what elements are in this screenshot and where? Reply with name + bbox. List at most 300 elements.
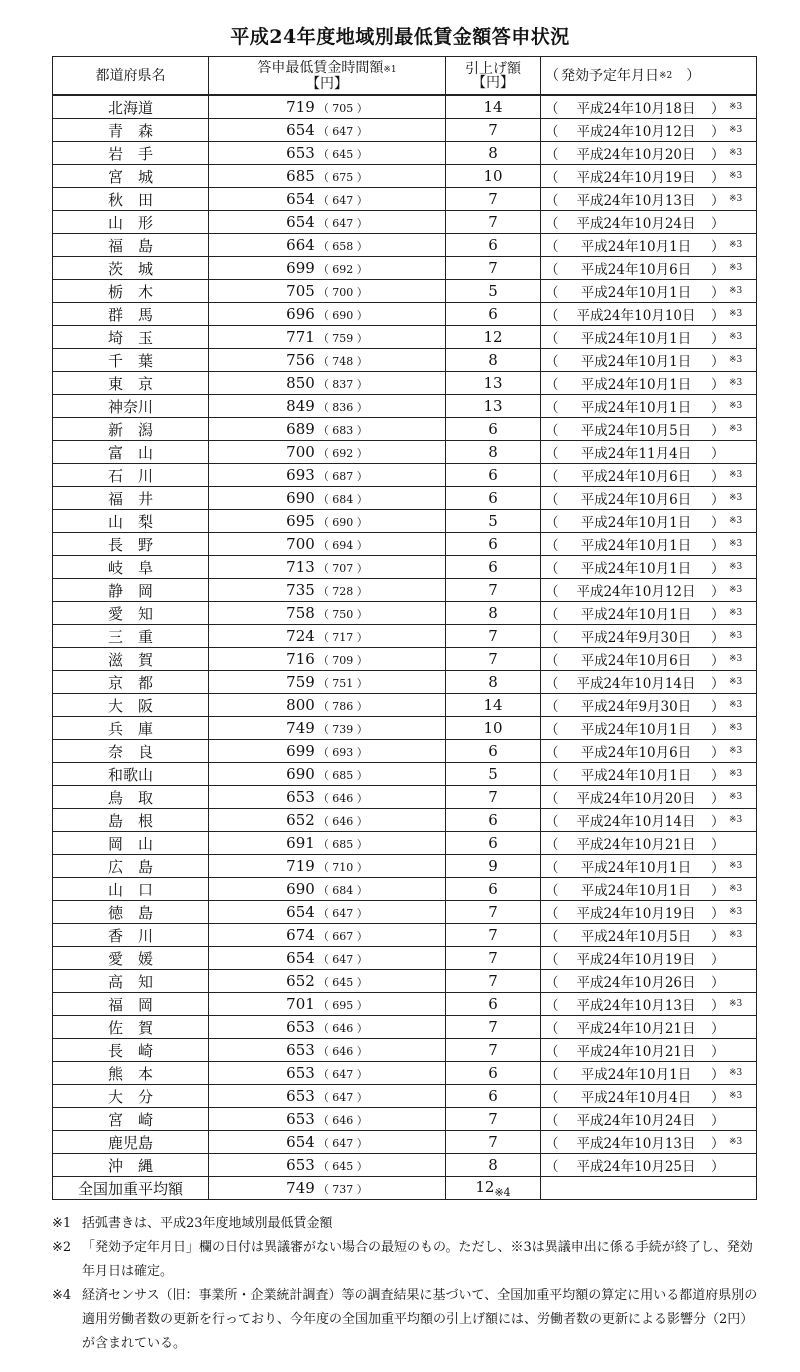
prefecture-name: 茨 城 (53, 257, 209, 280)
table-row (53, 165, 757, 188)
table-row (53, 832, 757, 855)
date-paren-right: ） (711, 1090, 725, 1106)
wage-cell (209, 464, 446, 487)
date-paren-right: ） (711, 262, 725, 278)
prev-wage-value: （ 693 ） (317, 746, 368, 759)
table-row (53, 694, 757, 717)
wage-cell (209, 119, 446, 142)
prefecture-name: 沖 縄 (53, 1154, 209, 1177)
footnote-mark: ※2 (52, 1240, 72, 1255)
date-paren-left: （ (545, 1136, 559, 1152)
date-paren-left: （ (545, 170, 559, 186)
prefecture-name: 大 分 (53, 1085, 209, 1108)
note-mark: ※3 (729, 930, 743, 940)
increase-value: 14 (446, 694, 541, 717)
effective-date: 平成24年9月30日 (580, 699, 692, 715)
wage-value: 690 (286, 880, 315, 898)
table-row (53, 533, 757, 556)
wage-cell (209, 1039, 446, 1062)
wage-cell (209, 395, 446, 418)
increase-value: 7 (446, 625, 541, 648)
date-cell (541, 832, 757, 855)
date-paren-left: （ (545, 354, 559, 370)
prev-wage-value: （ 645 ） (317, 976, 368, 989)
effective-date: 平成24年10月19日 (576, 952, 696, 968)
table-row (53, 395, 757, 418)
prev-wage-value: （ 705 ） (317, 102, 368, 115)
date-paren-right: ） (711, 561, 725, 577)
prev-wage-value: （ 675 ） (317, 171, 368, 184)
prefecture-name: 和歌山 (53, 763, 209, 786)
prev-wage-value: （ 687 ） (317, 470, 368, 483)
date-paren-right: ） (711, 469, 725, 485)
prefecture-name: 京 都 (53, 671, 209, 694)
increase-value: 7 (446, 1016, 541, 1039)
prev-wage-value: （ 685 ） (317, 769, 368, 782)
increase-value: 12 (446, 326, 541, 349)
note-mark: ※3 (729, 861, 743, 871)
table-row (53, 855, 757, 878)
date-paren-left: （ (545, 722, 559, 738)
increase-value: 7 (446, 648, 541, 671)
table-row (53, 326, 757, 349)
prev-wage-value: （ 646 ） (317, 1022, 368, 1035)
prefecture-name: 東 京 (53, 372, 209, 395)
wage-value: 756 (286, 351, 315, 369)
prev-wage-value: （ 646 ） (317, 792, 368, 805)
note-mark: ※3 (729, 102, 743, 112)
effective-date: 平成24年10月21日 (576, 1021, 696, 1037)
date-paren-left: （ (545, 492, 559, 508)
header-increase-label: 引上げ額 (465, 60, 521, 77)
wage-value: 693 (286, 466, 315, 484)
prefecture-name: 岡 山 (53, 832, 209, 855)
prefecture-name: 広 島 (53, 855, 209, 878)
date-paren-left: （ (545, 193, 559, 209)
date-paren-left: （ (545, 998, 559, 1014)
date-paren-left: （ (545, 216, 559, 232)
wage-value: 653 (286, 1041, 315, 1059)
table-row (53, 1039, 757, 1062)
wage-value: 654 (286, 190, 315, 208)
table-row (53, 441, 757, 464)
table-row (53, 487, 757, 510)
wage-value: 849 (286, 397, 315, 415)
table-row (53, 1062, 757, 1085)
prev-wage-value: （ 658 ） (317, 240, 368, 253)
effective-date: 平成24年10月1日 (580, 239, 692, 255)
date-paren-right: ） (711, 239, 725, 255)
header-date-paren-right: ） (686, 67, 701, 84)
wage-cell (209, 809, 446, 832)
wage-cell (209, 970, 446, 993)
prefecture-name: 北海道 (53, 95, 209, 119)
date-cell (541, 95, 757, 119)
prefecture-name: 兵 庫 (53, 717, 209, 740)
date-paren-right: ） (711, 1159, 725, 1175)
prev-wage-value: （ 751 ） (317, 677, 368, 690)
note-mark: ※3 (729, 263, 743, 273)
date-paren-left: （ (545, 1090, 559, 1106)
prev-wage-value: （ 683 ） (317, 424, 368, 437)
date-paren-right: ） (711, 584, 725, 600)
increase-value: 7 (446, 1039, 541, 1062)
wage-value: 724 (286, 627, 315, 645)
prefecture-name: 宮 崎 (53, 1108, 209, 1131)
effective-date: 平成24年10月13日 (576, 998, 696, 1014)
table-row (53, 556, 757, 579)
wage-value: 654 (286, 949, 315, 967)
increase-value: 8 (446, 671, 541, 694)
header-date-mark: ※2 (659, 70, 673, 81)
increase-value: 8 (446, 1154, 541, 1177)
footnotes (52, 1212, 762, 1356)
prefecture-name: 青 森 (53, 119, 209, 142)
increase-value: 7 (446, 211, 541, 234)
note-mark: ※3 (729, 493, 743, 503)
wage-value: 689 (286, 420, 315, 438)
date-cell (541, 211, 757, 234)
date-paren-right: ） (711, 722, 725, 738)
table-row (53, 786, 757, 809)
wage-cell (209, 855, 446, 878)
date-cell (541, 671, 757, 694)
prev-wage-value: （ 690 ） (317, 516, 368, 529)
average-increase-mark: ※4 (494, 1185, 511, 1199)
table-row (53, 947, 757, 970)
effective-date: 平成24年10月1日 (580, 331, 692, 347)
table-row (53, 671, 757, 694)
prev-wage-value: （ 646 ） (317, 1114, 368, 1127)
wage-value: 699 (286, 742, 315, 760)
table-row (53, 1131, 757, 1154)
prev-wage-value: （ 694 ） (317, 539, 368, 552)
prev-wage-value: （ 717 ） (317, 631, 368, 644)
date-paren-right: ） (711, 147, 725, 163)
effective-date: 平成24年10月21日 (576, 837, 696, 853)
prefecture-name: 岐 阜 (53, 556, 209, 579)
wage-cell (209, 211, 446, 234)
table-row (53, 878, 757, 901)
date-cell (541, 533, 757, 556)
prefecture-name: 山 形 (53, 211, 209, 234)
date-cell (541, 809, 757, 832)
date-cell (541, 1016, 757, 1039)
table-row (53, 95, 757, 119)
prefecture-name: 石 川 (53, 464, 209, 487)
prev-wage-value: （ 647 ） (317, 194, 368, 207)
average-increase: 12 (475, 1177, 495, 1196)
date-paren-left: （ (545, 745, 559, 761)
date-paren-right: ） (711, 354, 725, 370)
increase-value: 6 (446, 740, 541, 763)
date-paren-left: （ (545, 538, 559, 554)
effective-date: 平成24年11月4日 (580, 446, 692, 462)
note-mark: ※3 (729, 815, 743, 825)
prev-wage-value: （ 748 ） (317, 355, 368, 368)
date-cell (541, 165, 757, 188)
date-cell (541, 740, 757, 763)
date-paren-left: （ (545, 975, 559, 991)
effective-date: 平成24年10月6日 (580, 469, 692, 485)
date-paren-left: （ (545, 607, 559, 623)
date-cell (541, 349, 757, 372)
increase-value: 8 (446, 441, 541, 464)
date-cell (541, 993, 757, 1016)
wage-value: 701 (286, 995, 315, 1013)
prefecture-name: 山 口 (53, 878, 209, 901)
date-paren-right: ） (711, 814, 725, 830)
effective-date: 平成24年10月1日 (580, 515, 692, 531)
date-paren-right: ） (711, 515, 725, 531)
date-paren-right: ） (711, 745, 725, 761)
prev-wage-value: （ 690 ） (317, 309, 368, 322)
footnote-text: 経済センサス（旧：事業所・企業統計調査）等の調査結果に基づいて、全国加重平均額の算定に用いる都道府県別の適用労働者数の更新を行っており、今年度の全国加重平均額の引上げ額には、労働者数の更新による影響分（2円）が含まれている。 (82, 1288, 758, 1351)
date-paren-right: ） (711, 308, 725, 324)
prev-wage-value: （ 684 ） (317, 493, 368, 506)
header-wage (209, 57, 446, 96)
date-paren-right: ） (711, 929, 725, 945)
table-row (53, 280, 757, 303)
average-wage-cell (209, 1177, 446, 1200)
prev-wage-value: （ 684 ） (317, 884, 368, 897)
date-paren-left: （ (545, 308, 559, 324)
wage-value: 719 (286, 857, 315, 875)
effective-date: 平成24年10月1日 (580, 768, 692, 784)
header-effective-date (541, 57, 757, 96)
wage-cell (209, 717, 446, 740)
date-paren-left: （ (545, 147, 559, 163)
date-paren-left: （ (545, 239, 559, 255)
increase-value: 6 (446, 487, 541, 510)
increase-value: 6 (446, 303, 541, 326)
date-cell (541, 326, 757, 349)
wage-value: 664 (286, 236, 315, 254)
prefecture-name: 秋 田 (53, 188, 209, 211)
date-paren-left: （ (545, 1159, 559, 1175)
table-row (53, 1154, 757, 1177)
date-paren-left: （ (545, 515, 559, 531)
table-row (53, 211, 757, 234)
increase-value: 6 (446, 1062, 541, 1085)
wage-cell (209, 556, 446, 579)
date-paren-left: （ (545, 1021, 559, 1037)
prefecture-name: 富 山 (53, 441, 209, 464)
prefecture-name: 福 井 (53, 487, 209, 510)
prefecture-name: 栃 木 (53, 280, 209, 303)
date-paren-right: ） (711, 860, 725, 876)
footnote-1 (52, 1212, 762, 1236)
wage-value: 653 (286, 1018, 315, 1036)
prev-wage-value: （ 685 ） (317, 838, 368, 851)
wage-value: 705 (286, 282, 315, 300)
increase-value: 8 (446, 349, 541, 372)
date-cell (541, 901, 757, 924)
prefecture-name: 千 葉 (53, 349, 209, 372)
date-cell (541, 1062, 757, 1085)
prev-wage-value: （ 710 ） (317, 861, 368, 874)
date-cell (541, 395, 757, 418)
prev-wage-value: （ 709 ） (317, 654, 368, 667)
wage-value: 690 (286, 489, 315, 507)
prev-wage-value: （ 692 ） (317, 447, 368, 460)
header-wage-unit: 【円】 (306, 75, 348, 92)
date-paren-right: ） (711, 285, 725, 301)
note-mark: ※3 (729, 746, 743, 756)
increase-value: 6 (446, 993, 541, 1016)
date-cell (541, 878, 757, 901)
header-prefecture: 都道府県名 (53, 57, 209, 96)
date-cell (541, 1039, 757, 1062)
wage-cell (209, 1108, 446, 1131)
wage-value: 653 (286, 144, 315, 162)
effective-date: 平成24年10月1日 (580, 722, 692, 738)
increase-value: 6 (446, 234, 541, 257)
wage-value: 699 (286, 259, 315, 277)
wage-cell (209, 763, 446, 786)
note-mark: ※3 (729, 309, 743, 319)
increase-value: 7 (446, 1131, 541, 1154)
date-cell (541, 510, 757, 533)
note-mark: ※3 (729, 654, 743, 664)
increase-value: 10 (446, 165, 541, 188)
increase-value: 5 (446, 763, 541, 786)
prefecture-name: 香 川 (53, 924, 209, 947)
note-mark: ※3 (729, 125, 743, 135)
table-row (53, 740, 757, 763)
wage-value: 696 (286, 305, 315, 323)
wage-cell (209, 694, 446, 717)
date-paren-left: （ (545, 101, 559, 117)
average-increase-cell (446, 1177, 541, 1200)
wage-value: 653 (286, 1110, 315, 1128)
date-paren-left: （ (545, 814, 559, 830)
note-mark: ※3 (729, 1137, 743, 1147)
prefecture-name: 山 梨 (53, 510, 209, 533)
date-paren-left: （ (545, 423, 559, 439)
prefecture-name: 福 岡 (53, 993, 209, 1016)
increase-value: 7 (446, 1108, 541, 1131)
date-paren-right: ） (711, 837, 725, 853)
date-paren-right: ） (711, 630, 725, 646)
date-cell (541, 694, 757, 717)
date-paren-right: ） (711, 538, 725, 554)
footnote-text: 「発効予定年月日」欄の日付は異議審がない場合の最短のもの。ただし、※3は異議申出に係る手続が終了し、発効年月日は確定。 (82, 1240, 753, 1279)
date-paren-right: ） (711, 607, 725, 623)
date-paren-right: ） (711, 1021, 725, 1037)
prefecture-name: 島 根 (53, 809, 209, 832)
increase-value: 7 (446, 947, 541, 970)
table-row (53, 1016, 757, 1039)
date-paren-right: ） (711, 768, 725, 784)
increase-value: 6 (446, 878, 541, 901)
date-cell (541, 924, 757, 947)
date-cell (541, 487, 757, 510)
date-cell (541, 1085, 757, 1108)
footnote-mark: ※1 (52, 1216, 72, 1231)
date-cell (541, 119, 757, 142)
increase-value: 9 (446, 855, 541, 878)
prefecture-name: 岩 手 (53, 142, 209, 165)
table-row (53, 1085, 757, 1108)
prev-wage-value: （ 692 ） (317, 263, 368, 276)
date-paren-left: （ (545, 906, 559, 922)
wage-value: 654 (286, 121, 315, 139)
date-cell (541, 763, 757, 786)
wage-cell (209, 1016, 446, 1039)
effective-date: 平成24年10月1日 (580, 883, 692, 899)
table-row (53, 648, 757, 671)
prev-wage-value: （ 647 ） (317, 953, 368, 966)
note-mark: ※3 (729, 470, 743, 480)
date-paren-right: ） (711, 492, 725, 508)
header-increase (446, 57, 541, 96)
prefecture-name: 神奈川 (53, 395, 209, 418)
wage-value: 674 (286, 926, 315, 944)
increase-value: 7 (446, 257, 541, 280)
wage-cell (209, 832, 446, 855)
wage-value: 653 (286, 1064, 315, 1082)
prefecture-name: 滋 賀 (53, 648, 209, 671)
date-paren-left: （ (545, 1044, 559, 1060)
prefecture-name: 宮 城 (53, 165, 209, 188)
page-title: 平成24年度地域別最低賃金額答申状況 (230, 26, 570, 48)
prev-wage-value: （ 728 ） (317, 585, 368, 598)
effective-date: 平成24年10月20日 (576, 791, 696, 807)
wage-cell (209, 487, 446, 510)
wage-value: 735 (286, 581, 315, 599)
effective-date: 平成24年10月4日 (580, 1090, 692, 1106)
prev-wage-value: （ 647 ） (317, 1137, 368, 1150)
prefecture-name: 福 島 (53, 234, 209, 257)
table-row (53, 625, 757, 648)
wage-cell (209, 740, 446, 763)
header-date-label: 発効予定年月日 (561, 67, 659, 84)
wage-value: 654 (286, 213, 315, 231)
effective-date: 平成24年10月1日 (580, 1067, 692, 1083)
date-cell (541, 441, 757, 464)
prev-wage-value: （ 750 ） (317, 608, 368, 621)
effective-date: 平成24年10月18日 (576, 101, 696, 117)
wage-value: 685 (286, 167, 315, 185)
prev-wage-value: （ 647 ） (317, 125, 368, 138)
wage-cell (209, 993, 446, 1016)
prefecture-name: 三 重 (53, 625, 209, 648)
wage-cell (209, 648, 446, 671)
note-mark: ※3 (729, 240, 743, 250)
date-paren-right: ） (711, 906, 725, 922)
prefecture-name: 埼 玉 (53, 326, 209, 349)
prev-wage-value: （ 647 ） (317, 217, 368, 230)
note-mark: ※3 (729, 332, 743, 342)
prev-wage-value: （ 786 ） (317, 700, 368, 713)
effective-date: 平成24年10月25日 (576, 1159, 696, 1175)
wage-value: 800 (286, 696, 315, 714)
wage-cell (209, 303, 446, 326)
header-wage-label: 答申最低賃金時間額 (257, 59, 384, 76)
table-row (53, 1108, 757, 1131)
wage-value: 653 (286, 1156, 315, 1174)
prev-wage-value: （ 647 ） (317, 1091, 368, 1104)
wage-cell (209, 95, 446, 119)
date-cell (541, 648, 757, 671)
date-paren-left: （ (545, 285, 559, 301)
date-cell (541, 188, 757, 211)
effective-date: 平成24年10月5日 (580, 423, 692, 439)
note-mark: ※3 (729, 700, 743, 710)
date-cell (541, 280, 757, 303)
prefecture-name: 熊 本 (53, 1062, 209, 1085)
